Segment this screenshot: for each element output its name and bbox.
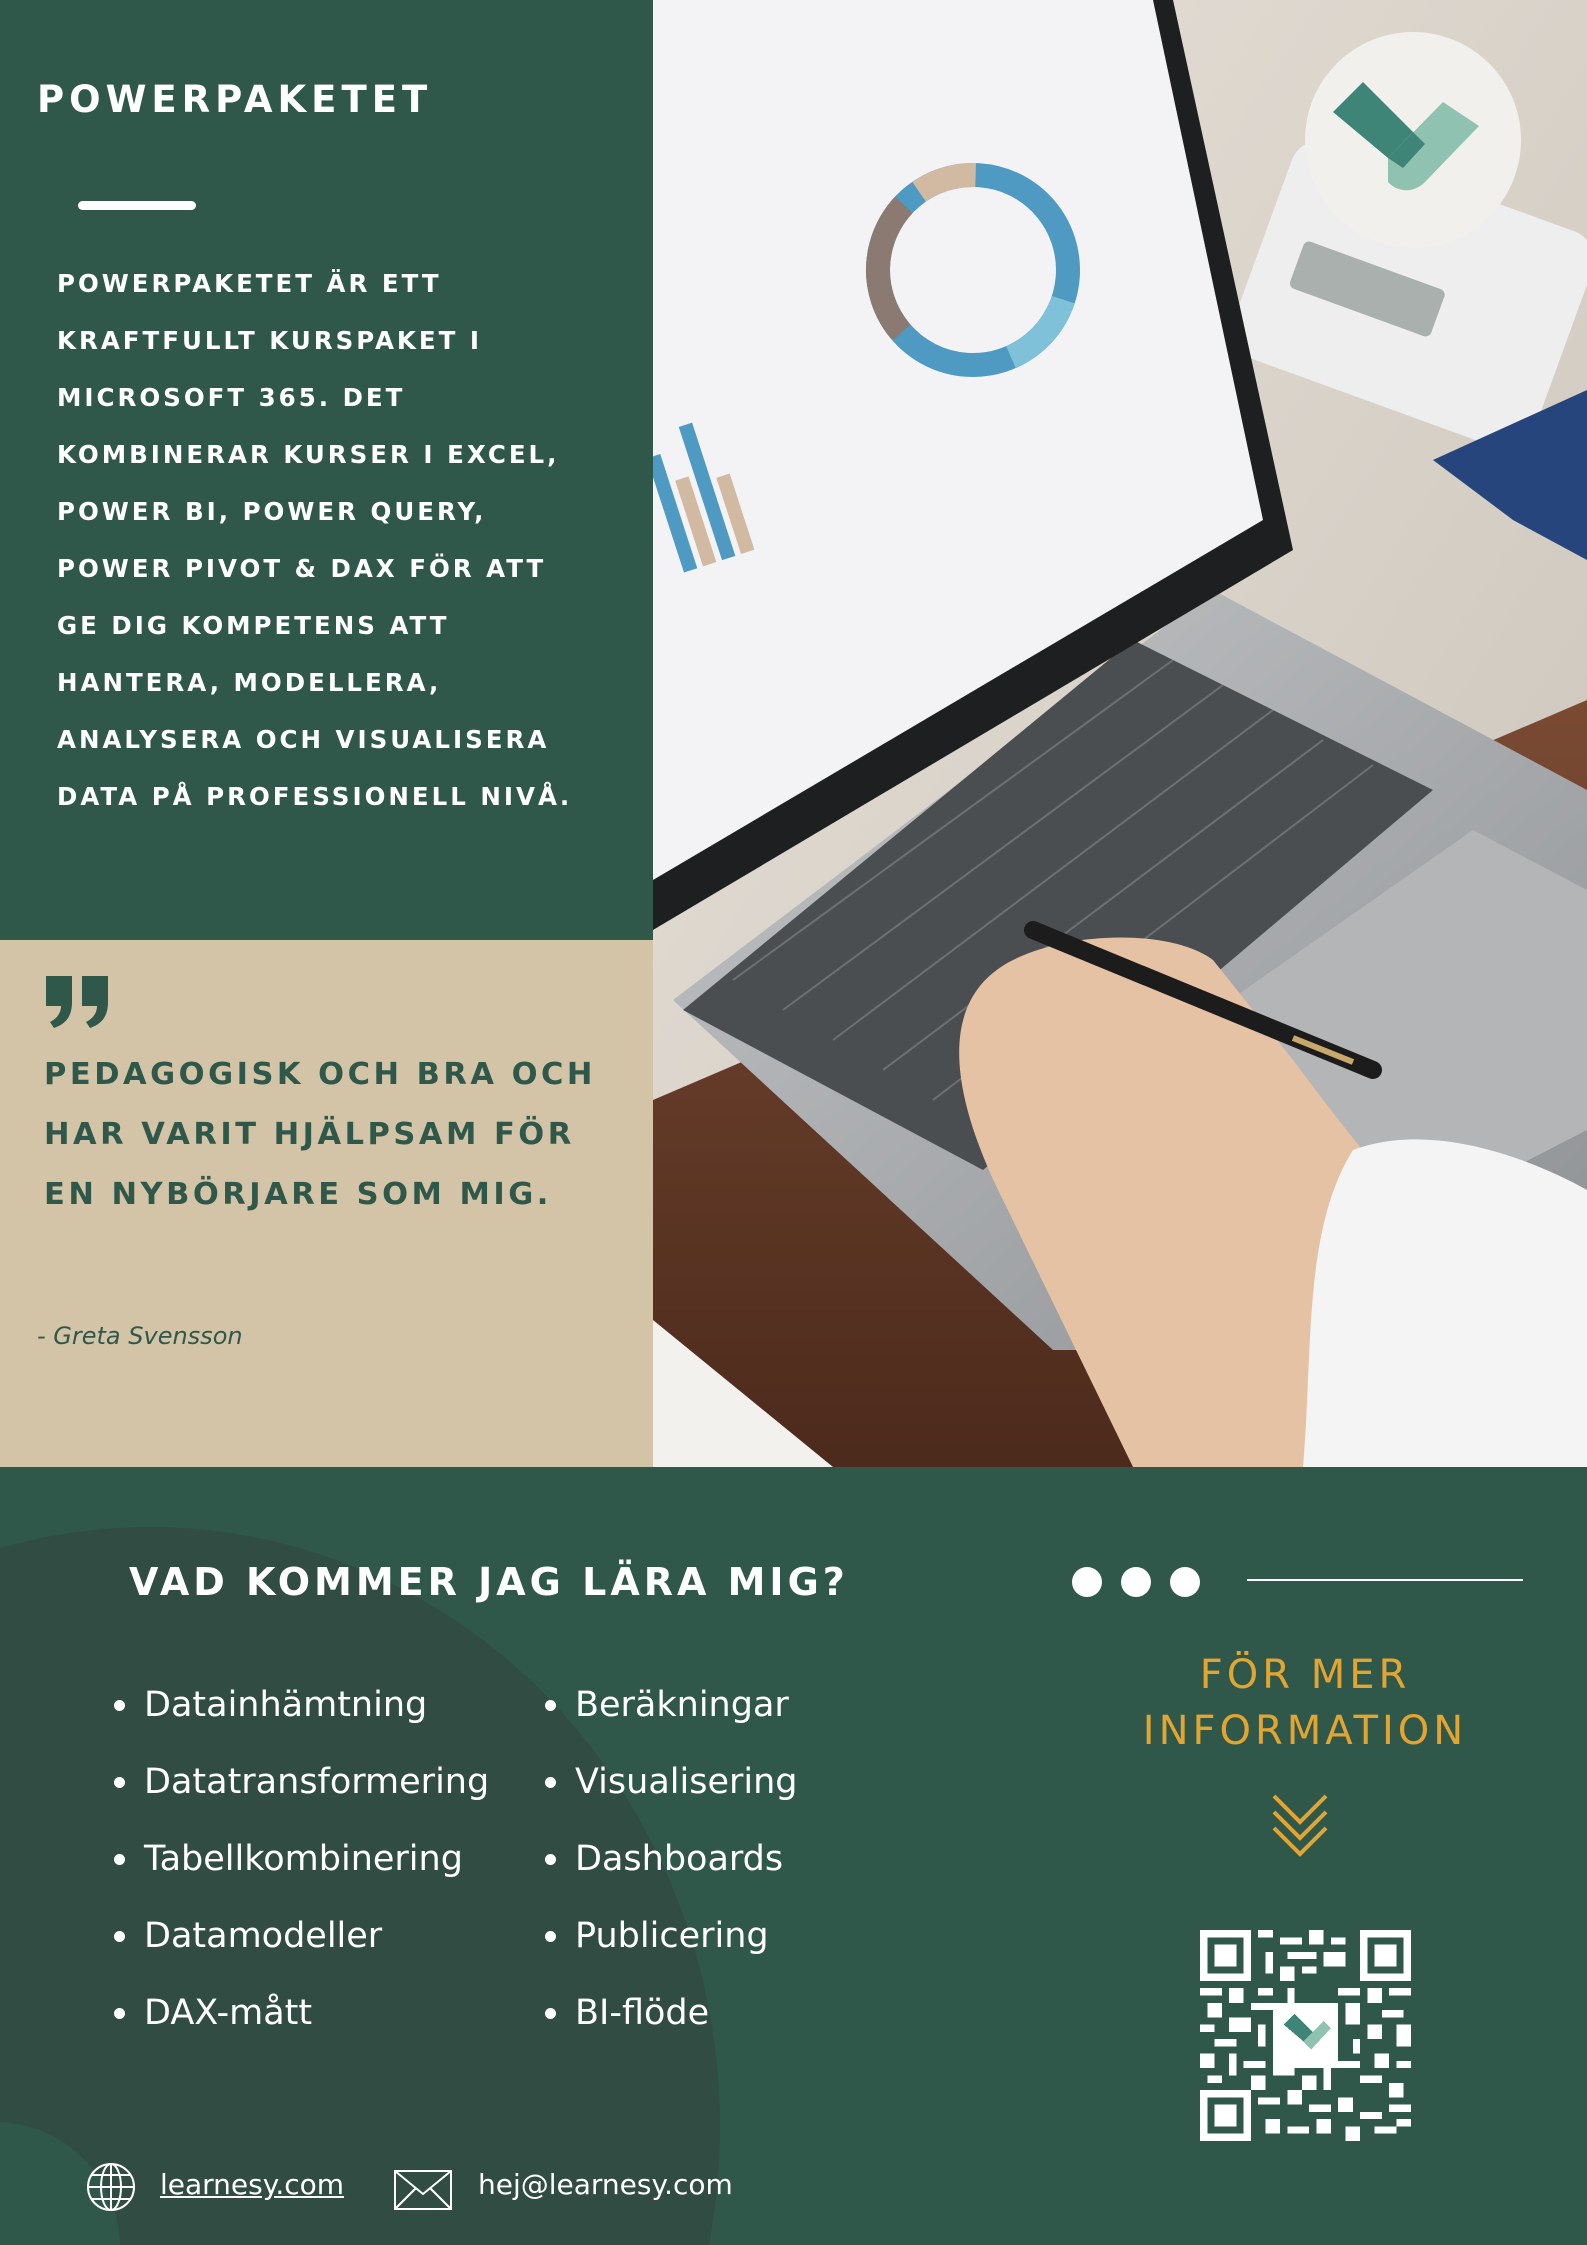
globe-icon [85,2161,137,2213]
brand-title: POWERPAKETET [37,78,433,121]
mail-icon [394,2170,452,2210]
list-item: Publicering [545,1898,798,1975]
list-item: Beräkningar [545,1667,798,1744]
email-address[interactable]: hej@learnesy.com [478,2168,733,2201]
quote-icon [44,976,112,1028]
qr-code[interactable] [1200,1930,1411,2141]
topic-list-right [545,1667,798,2052]
chevron-down-double-icon [1270,1792,1330,1858]
list-item: Datamodeller [114,1898,489,1975]
list-item: Datainhämtning [114,1667,489,1744]
website-link[interactable]: learnesy.com [160,2168,345,2201]
list-item: Datatransformering [114,1744,489,1821]
learn-heading: VAD KOMMER JAG LÄRA MIG? [129,1560,849,1604]
brand-logo [1305,32,1521,248]
decorative-rule [1247,1579,1523,1581]
more-info-heading: FÖR MER INFORMATION [1142,1652,1468,1754]
list-item: DAX-mått [114,1975,489,2052]
topic-list-left [114,1667,489,2052]
title-divider [78,201,196,210]
logo-check-icon [1333,82,1493,198]
list-item: BI-flöde [545,1975,798,2052]
list-item: Dashboards [545,1821,798,1898]
intro-description: POWERPAKETET ÄR ETT KRAFTFULLT KURSPAKET I MICROSOFT 365. DET KOMBINERAR KURSER I EXCEL, POWER BI, POWER QUERY, POWER PIVOT & DAX FÖR ATT GE DIG KOMPETENS ATT HANTERA, MODELLERA, ANALYSERA OCH VISUALISERA DATA PÅ PROFESSIONELL NIVÅ. [57,269,573,811]
list-item: Visualisering [545,1744,798,1821]
testimonial-author: - Greta Svensson [37,1322,243,1350]
list-item: Tabellkombinering [114,1821,489,1898]
testimonial-quote: PEDAGOGISK OCH BRA OCH HAR VARIT HJÄLPSAM FÖR EN NYBÖRJARE SOM MIG. [44,1057,596,1212]
